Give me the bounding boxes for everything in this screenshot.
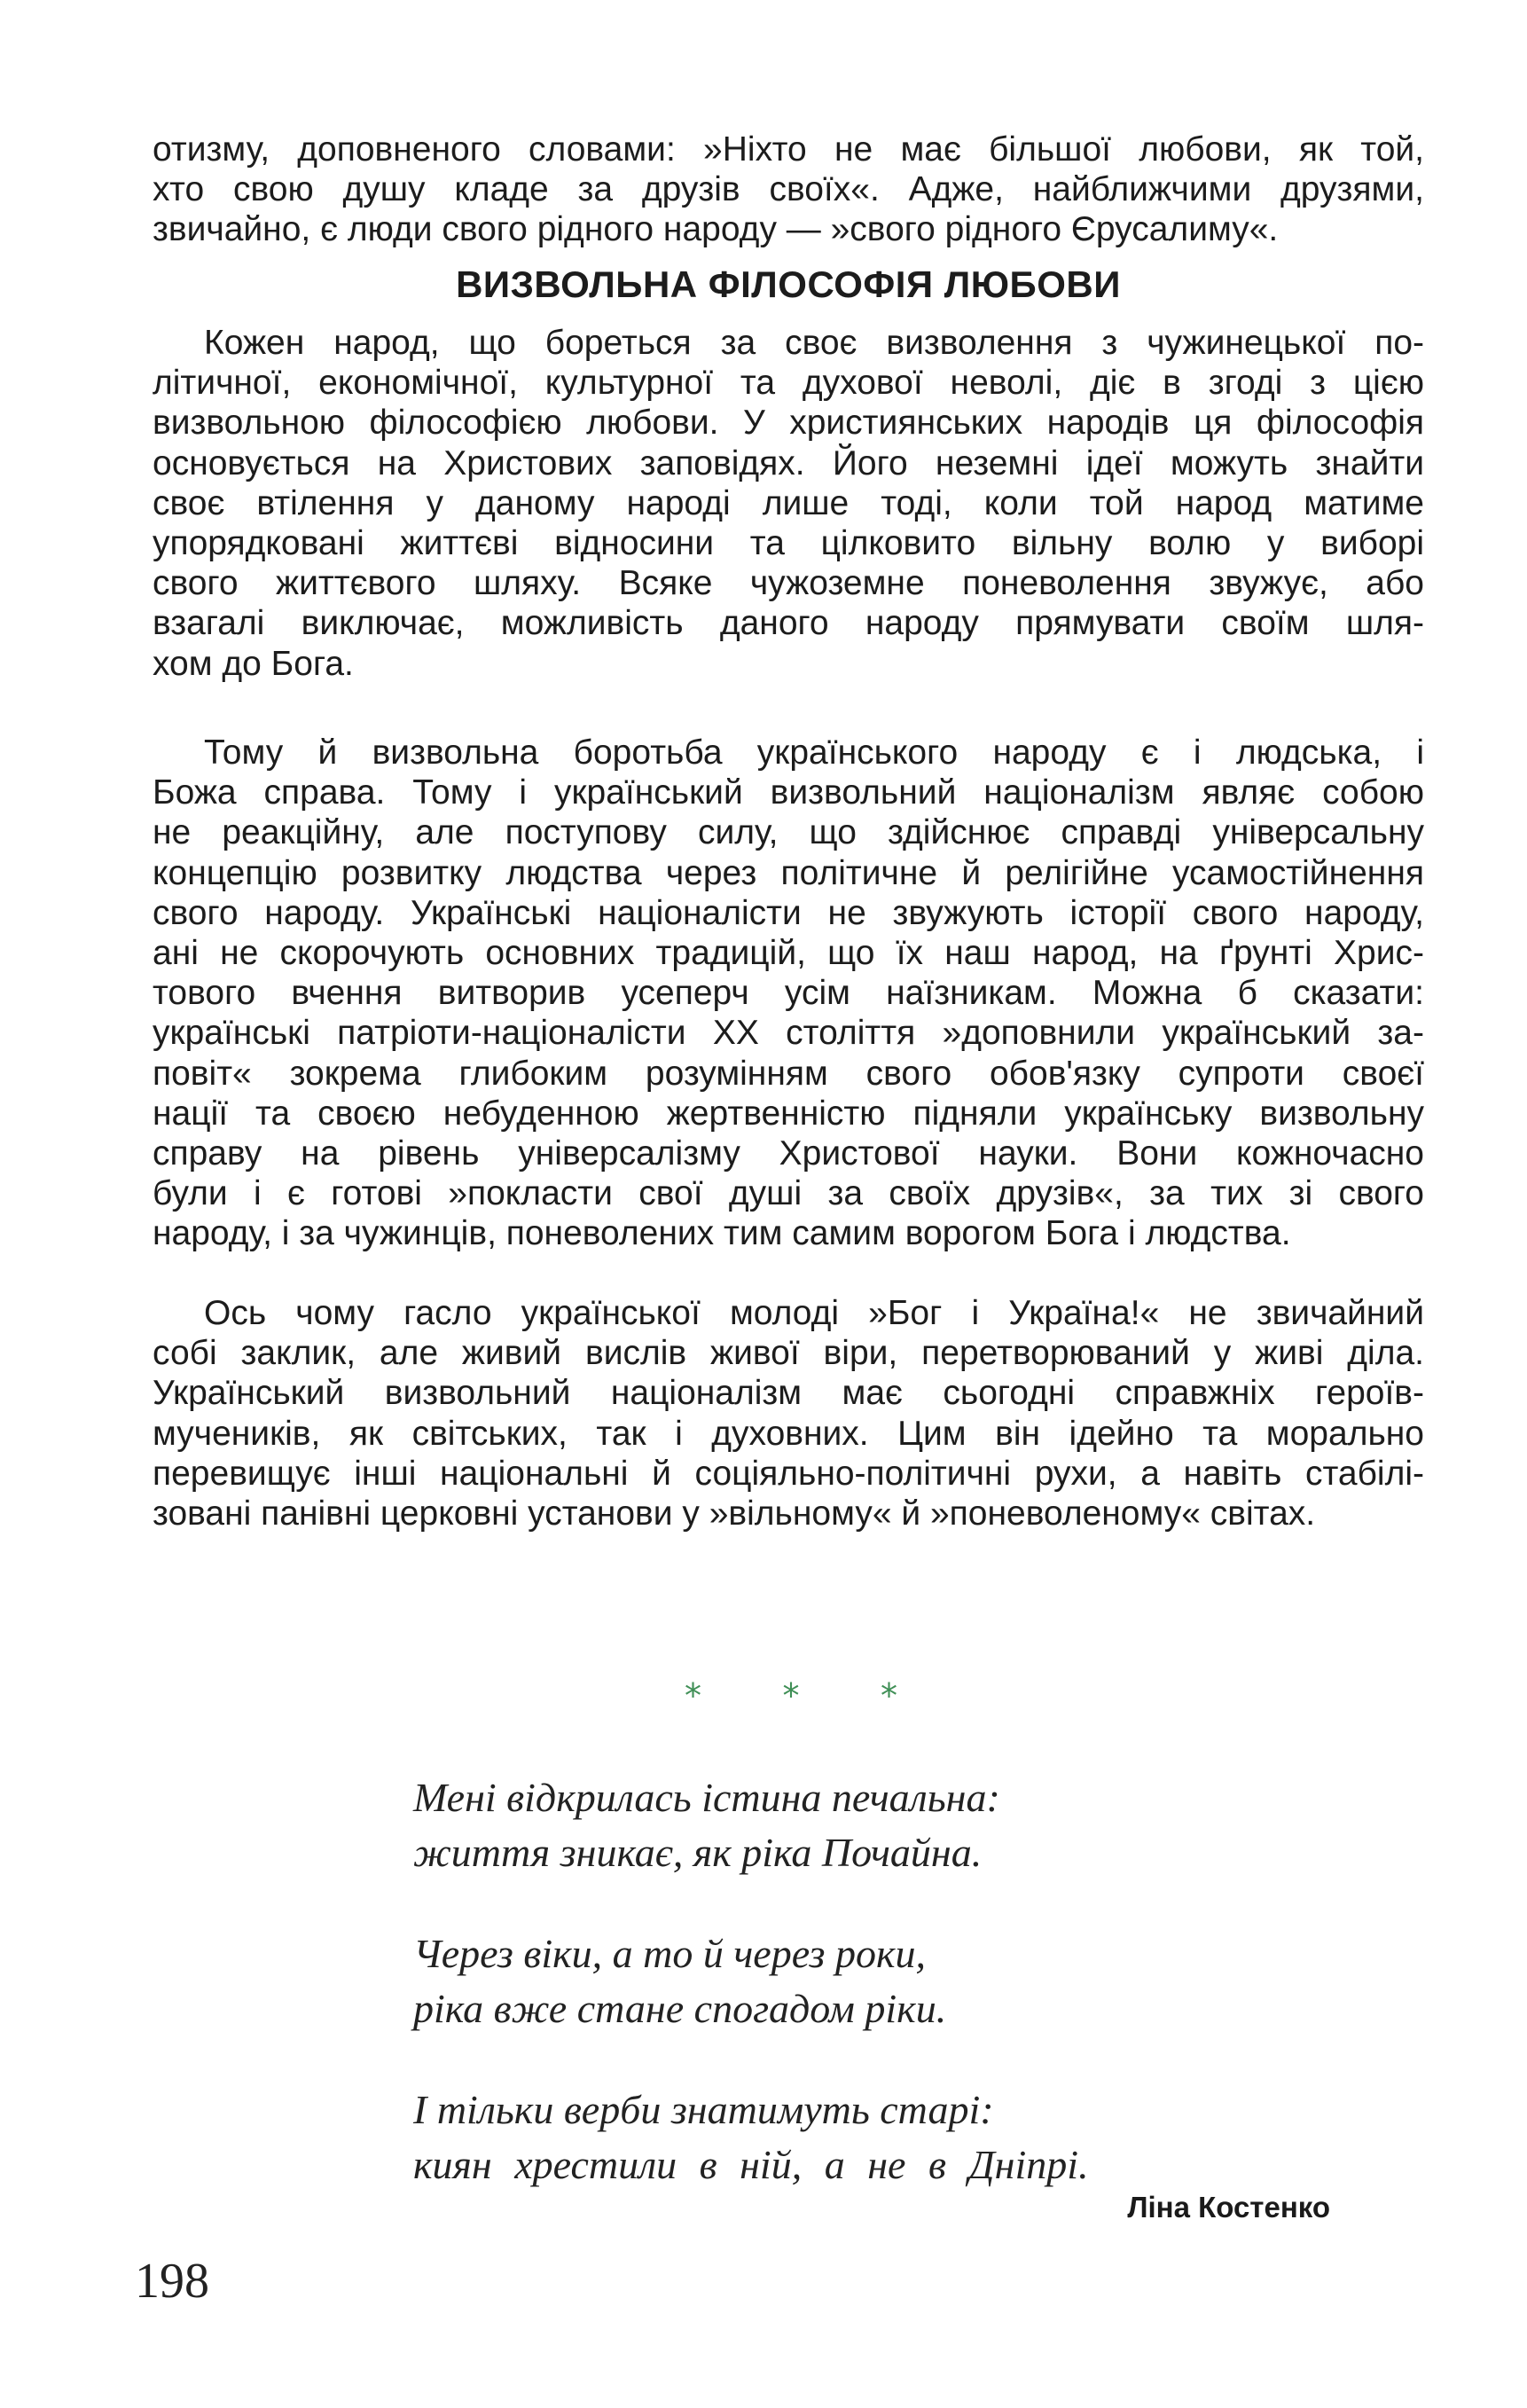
poem-line: киян хрестили в ній, а не в Дніпрі. (413, 2142, 1089, 2187)
text-line: своє втілення у даному народі лише тоді, коли той народ матиме (153, 483, 1424, 522)
text-line: взагалі виключає, можливість даного народу прямувати своїм шля- (153, 604, 1424, 643)
poem-line: ріка вже стане спогадом ріки. (413, 1986, 947, 2031)
text-line: не реакційну, але поступову силу, що здійснює справді універсальну (153, 813, 1424, 852)
text-line: перевищує інші національні й соціяльно-політичні рухи, а навіть стабілі- (153, 1454, 1424, 1493)
text-line: повіт« зокрема глибоким розумінням свого обов'язку супроти своєї (153, 1054, 1424, 1093)
text-line: зовані панівні церковні установи у »вільному« й »поневоленому« світах. (153, 1494, 1316, 1533)
text-line: народу, і за чужинців, поневолених тим самим ворогом Бога і людства. (153, 1214, 1291, 1253)
asterisk-icon: * (685, 1676, 701, 1715)
paragraph-1 (153, 323, 1424, 684)
poem-line: життя зникає, як ріка Почайна. (413, 1830, 983, 1875)
text-line: ані не скорочують основних традицій, що їх наш народ, на ґрунті Хрис- (153, 934, 1424, 973)
poem-stanza (413, 1926, 1158, 2036)
poem-line: Через віки, а то й через роки, (413, 1931, 926, 1976)
poem-stanza (413, 1770, 1158, 1880)
text-line: тового вчення витворив усеперч усім наїзникам. Можна б сказати: (153, 974, 1424, 1013)
text-line: хом до Бога. (153, 644, 354, 683)
paragraph-2 (153, 733, 1424, 1254)
text-line: нації та своєю небуденною жертвенністю підняли українську визвольну (153, 1094, 1424, 1133)
intro-paragraph (153, 129, 1424, 250)
poem-line: І тільки верби знатимуть старі: (413, 2087, 994, 2132)
text-line: Тому й визвольна боротьба українського народу є і людська, і (204, 733, 1424, 772)
poem-author: Ліна Костенко (1127, 2191, 1330, 2224)
text-line: Український визвольний націоналізм має сьогодні справжніх героїв- (153, 1374, 1424, 1413)
text-line: справу на рівень універсалізму Христової науки. Вони кожночасно (153, 1134, 1424, 1173)
text-line: визвольною філософією любови. У християнських народів ця філософія (153, 404, 1424, 443)
text-line: звичайно, є люди свого рідного народу — »свого рідного Єрусалиму«. (153, 210, 1279, 249)
poem (413, 1770, 1158, 2239)
text-line: свого народу. Українські націоналісти не звужують історії свого народу, (153, 893, 1424, 932)
asterisk-icon: * (881, 1676, 897, 1715)
text-line: українські патріоти-націоналісти XX століття »доповнили український за- (153, 1014, 1424, 1053)
text-line: собі заклик, але живий вислів живої віри, перетворюваний у живі діла. (153, 1334, 1424, 1373)
poem-stanza (413, 2082, 1158, 2192)
text-line: були і є готові »покласти свої душі за своїх друзів«, за тих зі свого (153, 1174, 1424, 1213)
text-line: Божа справа. Тому і український визвольний націоналізм являє собою (153, 773, 1424, 812)
text-line: отизму, доповненого словами: »Ніхто не має більшої любови, як той, (153, 130, 1424, 169)
text-line: Кожен народ, що бореться за своє визволення з чужинецької по- (204, 324, 1424, 362)
text-line: Ось чому гасло української молоді »Бог і Україна!« не звичайний (204, 1294, 1424, 1332)
text-line: літичної, економічної, культурної та духової неволі, діє в згоді з цією (153, 364, 1424, 403)
paragraph-3 (153, 1293, 1424, 1533)
poem-line: Мені відкрилась істина печальна: (413, 1775, 1000, 1820)
section-heading: ВИЗВОЛЬНА ФІЛОСОФІЯ ЛЮБОВИ (456, 263, 1121, 305)
text-line: свого життєвого шляху. Всяке чужоземне поневолення звужує, або (153, 564, 1424, 603)
asterisk-icon: * (782, 1676, 800, 1715)
text-line: концепцію розвитку людства через політичне й релігійне усамостійнення (153, 853, 1424, 892)
section-divider (685, 1676, 897, 1715)
page-number: 198 (135, 2254, 209, 2309)
text-line: упорядковані життєві відносини та цілковито вільну волю у виборі (153, 524, 1424, 563)
text-line: хто свою душу кладе за друзів своїх«. Адже, найближчими друзями, (153, 170, 1424, 209)
text-line: мучеників, як світських, так і духовних. Цим він ідейно та морально (153, 1414, 1424, 1453)
text-line: основується на Христових заповідях. Його неземні ідеї можуть знайти (153, 443, 1424, 482)
